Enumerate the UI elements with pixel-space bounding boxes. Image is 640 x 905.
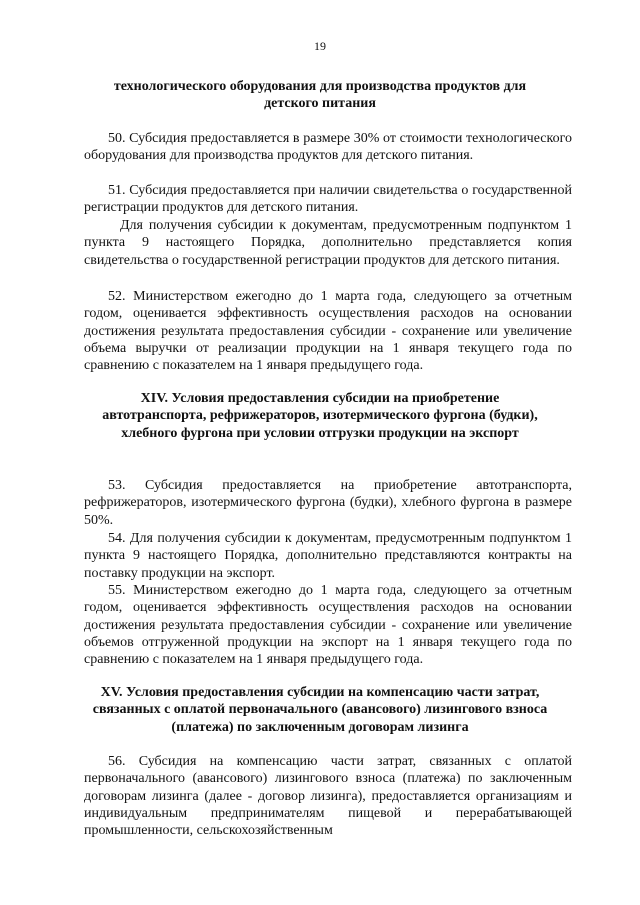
- paragraph-53: 53. Субсидия предоставляется на приобретение автотранспорта, рефрижераторов, изотермического фургона (будки), хлебного фургона в размере 50%.: [84, 478, 572, 528]
- section-xv-title: XV. Условия предоставления субсидии на компенсацию части затрат, связанных с оплатой первоначального (авансового) лизингового взноса (платежа) по заключенным договорам лизинга: [92, 685, 548, 735]
- paragraph-50: 50. Субсидия предоставляется в размере 30% от стоимости технологического оборудования для производства продуктов для детского питания.: [84, 131, 572, 164]
- page-number: 19: [314, 39, 326, 53]
- paragraph-56: 56. Субсидия на компенсацию части затрат, связанных с оплатой первоначального (авансового) лизингового взноса (платежа) по заключенным договорам лизинга (далее - договор лизинга), предоставляется организациям и индивидуальным предпринимателям пищевой и перерабатывающей промышленности, сельскохозяйственным: [84, 754, 572, 839]
- paragraph-51: 51. Субсидия предоставляется при наличии свидетельства о государственной регистрации продуктов для детского питания.: [84, 183, 572, 216]
- paragraph-54: 54. Для получения субсидии к документам, предусмотренным подпунктом 1 пункта 9 настоящего Порядка, дополнительно представляются контракты на поставку продукции на экспорт.: [84, 531, 572, 581]
- paragraph-55: 55. Министерством ежегодно до 1 марта года, следующего за отчетным годом, оценивается эффективность осуществления расходов на основании достижения результата предоставления субсидии - сохранение или увеличение объемов отгруженной продукции на экспорт на 1 января текущего года по сравнению с показателем на 1 января предыдущего года.: [84, 583, 572, 668]
- section-heading-continuation: технологического оборудования для производства продуктов для детского питания: [113, 79, 527, 112]
- paragraph-52: 52. Министерством ежегодно до 1 марта года, следующего за отчетным годом, оценивается эффективность осуществления расходов на основании достижения результата предоставления субсидии - сохранение или увеличение объема выручки от реализации продукции на 1 января текущего года по сравнению с показателем на 1 января предыдущего года.: [84, 289, 572, 374]
- section-xiv-title: XIV. Условия предоставления субсидии на приобретение автотранспорта, рефрижераторов, изотермического фургона (будки), хлебного фургона при условии отгрузки продукции на экспорт: [102, 391, 538, 441]
- paragraph-51-documents: Для получения субсидии к документам, предусмотренным подпунктом 1 пункта 9 настоящего Порядка, дополнительно представляется копия свидетельства о государственной регистрации продуктов для детского питания.: [84, 218, 572, 268]
